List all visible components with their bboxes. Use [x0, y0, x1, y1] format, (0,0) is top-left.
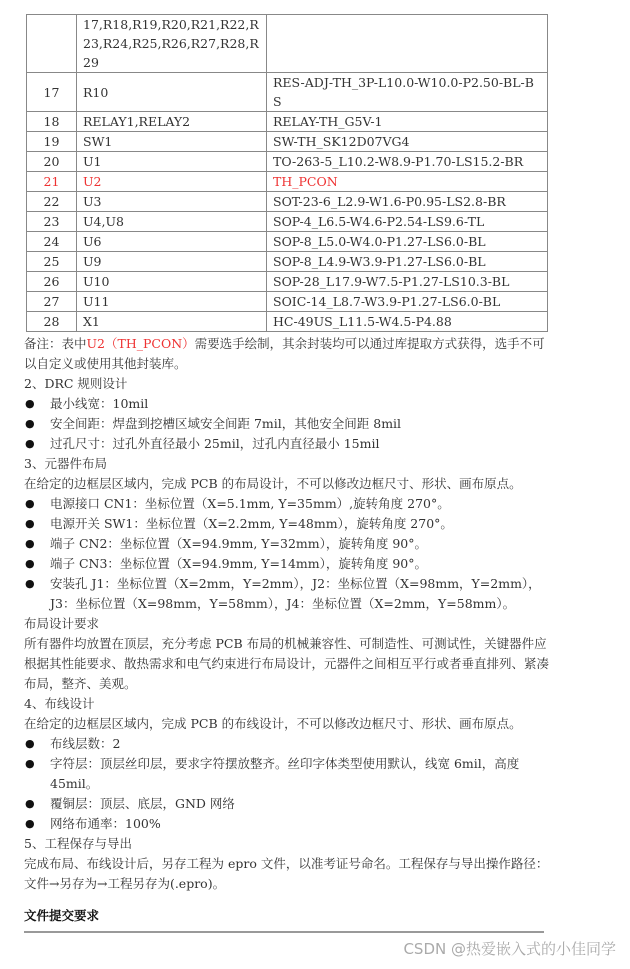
- document-body: [24, 334, 554, 933]
- table-row: [27, 172, 548, 192]
- table-row: [27, 112, 548, 132]
- note-prefix: 备注：表中: [24, 336, 87, 351]
- table-row: [27, 212, 548, 232]
- heading-rule: [24, 931, 544, 933]
- row-number: 17: [27, 73, 77, 112]
- designators: U2: [77, 172, 267, 192]
- footprint-name: RELAY-TH_G5V-1: [267, 112, 548, 132]
- row-number: 24: [27, 232, 77, 252]
- footprint-name: SOP-8_L5.0-W4.0-P1.27-LS6.0-BL: [267, 232, 548, 252]
- routing-intro: 在给定的边框层区域内，完成 PCB 的布线设计，不可以修改边框尺寸、形状、画布原点。: [24, 716, 522, 731]
- footprint-name: SW-TH_SK12D07VG4: [267, 132, 548, 152]
- table-row: [27, 132, 548, 152]
- row-number: 22: [27, 192, 77, 212]
- footprint-name: [267, 15, 548, 73]
- designators: U3: [77, 192, 267, 212]
- row-number: [27, 15, 77, 73]
- drc-item: ● 过孔尺寸：过孔外直径最小 25mil，过孔内直径最小 15mil: [24, 434, 554, 454]
- row-number: 21: [27, 172, 77, 192]
- layout-title: 3、元器件布局: [24, 456, 107, 471]
- table-row: [27, 152, 548, 172]
- layout-req-title: 布局设计要求: [24, 616, 100, 631]
- table-row: [27, 15, 548, 73]
- note: [24, 334, 554, 374]
- footprint-name: SOP-8_L4.9-W3.9-P1.27-LS6.0-BL: [267, 252, 548, 272]
- row-number: 23: [27, 212, 77, 232]
- footprint-name: TH_PCON: [267, 172, 548, 192]
- row-number: 28: [27, 312, 77, 332]
- footprint-name: SOIC-14_L8.7-W3.9-P1.27-LS6.0-BL: [267, 292, 548, 312]
- row-number: 19: [27, 132, 77, 152]
- layout-req-text: 所有器件均放置在顶层，充分考虑 PCB 布局的机械兼容性、可制造性、可测试性，关键器件应根据其性能要求、散热需求和电气约束进行布局设计，元器件之间相互平行或者垂直排列、紧凑布局，整齐、美观。: [24, 636, 550, 691]
- save-title: 5、工程保存与导出: [24, 836, 132, 851]
- designators: U4,U8: [77, 212, 267, 232]
- table-row: [27, 252, 548, 272]
- table-row: [27, 312, 548, 332]
- designators: U1: [77, 152, 267, 172]
- save-text: 完成布局、布线设计后，另存工程为 epro 文件，以准考证号命名。工程保存与导出操作路径：文件→另存为→工程另存为(.epro)。: [24, 856, 549, 891]
- drc-item: ● 最小线宽：10mil: [24, 394, 554, 414]
- designators: R10: [77, 73, 267, 112]
- row-number: 27: [27, 292, 77, 312]
- footprint-name: SOP-28_L17.9-W7.5-P1.27-LS10.3-BL: [267, 272, 548, 292]
- note-rest: 需要选手绘制，其余封装均可以通过库提取方式获得，选手不可以自定义或使用其他封装库。: [24, 336, 545, 371]
- routing-item: ● 网络布通率：100%: [24, 814, 554, 834]
- footprint-name: SOT-23-6_L2.9-W1.6-P0.95-LS2.8-BR: [267, 192, 548, 212]
- footprint-name: SOP-4_L6.5-W4.6-P2.54-LS9.6-TL: [267, 212, 548, 232]
- row-number: 25: [27, 252, 77, 272]
- routing-item: ● 布线层数：2: [24, 734, 554, 754]
- row-number: 18: [27, 112, 77, 132]
- routing-item: ● 覆铜层：顶层、底层，GND 网络: [24, 794, 554, 814]
- layout-item: ● 电源开关 SW1：坐标位置（X=2.2mm, Y=48mm），旋转角度 270°。: [24, 514, 554, 534]
- watermark: CSDN @热爱嵌入式的小佳同学: [403, 940, 616, 958]
- designators: U11: [77, 292, 267, 312]
- table-row: [27, 232, 548, 252]
- layout-item: ● 端子 CN3：坐标位置（X=94.9mm, Y=14mm），旋转角度 90°。: [24, 554, 554, 574]
- layout-item: ● 电源接口 CN1：坐标位置（X=5.1mm, Y=35mm）,旋转角度 270°。: [24, 494, 554, 514]
- row-number: 20: [27, 152, 77, 172]
- layout-item: ● 安装孔 J1：坐标位置（X=2mm，Y=2mm），J2：坐标位置（X=98mm，Y=2mm），J3：坐标位置（X=98mm，Y=58mm），J4：坐标位置（X=2mm，Y=58mm）。: [24, 574, 554, 614]
- table-row: [27, 73, 548, 112]
- note-highlight: U2（TH_PCON）: [86, 336, 195, 351]
- drc-item: ● 安全间距：焊盘到挖槽区域安全间距 7mil，其他安全间距 8mil: [24, 414, 554, 434]
- row-number: 26: [27, 272, 77, 292]
- designators: X1: [77, 312, 267, 332]
- footprint-name: RES-ADJ-TH_3P-L10.0-W10.0-P2.50-BL-BS: [267, 73, 548, 112]
- designators: 17,R18,R19,R20,R21,R22,R23,R24,R25,R26,R27,R28,R29: [77, 15, 267, 73]
- designators: U9: [77, 252, 267, 272]
- designators: U10: [77, 272, 267, 292]
- table-row: [27, 292, 548, 312]
- footprint-name: TO-263-5_L10.2-W8.9-P1.70-LS15.2-BR: [267, 152, 548, 172]
- designators: RELAY1,RELAY2: [77, 112, 267, 132]
- layout-intro: 在给定的边框层区域内，完成 PCB 的布局设计，不可以修改边框尺寸、形状、画布原点。: [24, 476, 522, 491]
- routing-title: 4、布线设计: [24, 696, 95, 711]
- routing-item: ● 字符层：顶层丝印层，要求字符摆放整齐。丝印字体类型使用默认，线宽 6mil，高度 45mil。: [24, 754, 554, 794]
- table-row: [27, 192, 548, 212]
- footprint-table: [26, 14, 548, 332]
- table-row: [27, 272, 548, 292]
- submit-heading: 文件提交要求: [24, 908, 100, 923]
- footprint-name: HC-49US_L11.5-W4.5-P4.88: [267, 312, 548, 332]
- drc-title: 2、DRC 规则设计: [24, 376, 128, 391]
- layout-item: ● 端子 CN2：坐标位置（X=94.9mm, Y=32mm），旋转角度 90°。: [24, 534, 554, 554]
- designators: SW1: [77, 132, 267, 152]
- designators: U6: [77, 232, 267, 252]
